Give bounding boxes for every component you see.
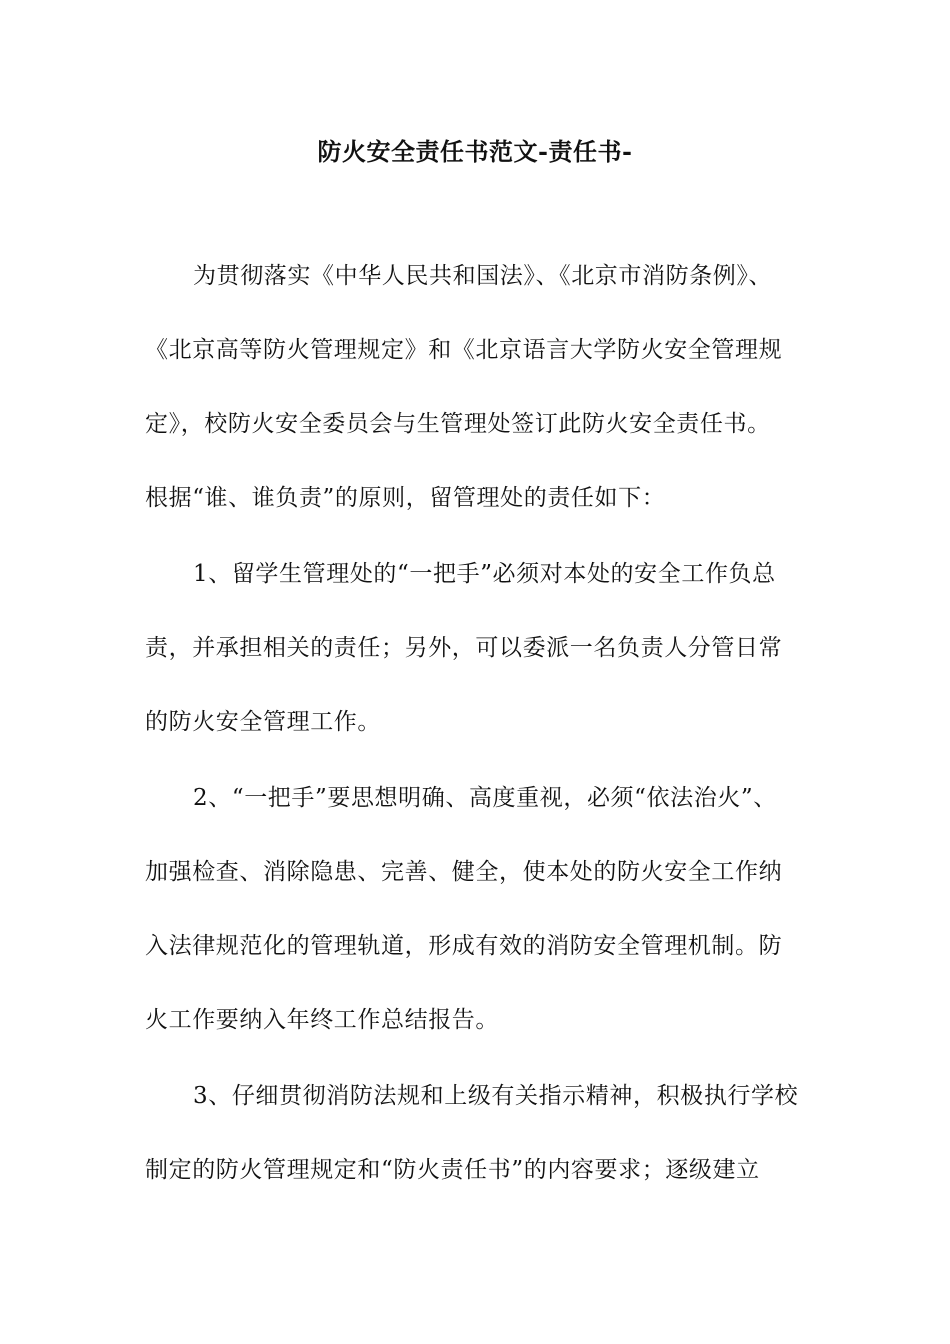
paragraph-line: 责，并承担相关的责任；另外，可以委派一名负责人分管日常 bbox=[145, 635, 783, 661]
paragraph-line: 根据“谁、谁负责”的原则，留管理处的责任如下： bbox=[145, 485, 666, 511]
paragraph-line: 2、“一把手”要思想明确、高度重视，必须“依法治火”、 bbox=[193, 785, 777, 811]
paragraph-line: 《北京高等防火管理规定》和《北京语言大学防火安全管理规 bbox=[145, 337, 783, 363]
paragraph-line: 入法律规范化的管理轨道，形成有效的消防安全管理机制。防 bbox=[145, 933, 783, 959]
paragraph-line: 3、仔细贯彻消防法规和上级有关指示精神，积极执行学校 bbox=[193, 1083, 799, 1109]
paragraph-line: 的防火安全管理工作。 bbox=[145, 709, 381, 735]
document-title: 防火安全责任书范文-责任书- bbox=[317, 137, 633, 166]
paragraph-line: 火工作要纳入年终工作总结报告。 bbox=[145, 1007, 499, 1033]
paragraph-line: 定》，校防火安全委员会与生管理处签订此防火安全责任书。 bbox=[145, 411, 771, 437]
paragraph-line: 为贯彻落实《中华人民共和国法》、《北京市消防条例》、 bbox=[193, 263, 773, 289]
paragraph-line: 加强检查、消除隐患、完善、健全，使本处的防火安全工作纳 bbox=[145, 859, 783, 885]
paragraph-line: 1、留学生管理处的“一把手”必须对本处的安全工作负总 bbox=[193, 561, 776, 587]
paragraph-line: 制定的防火管理规定和“防火责任书”的内容要求；逐级建立 bbox=[145, 1157, 760, 1183]
